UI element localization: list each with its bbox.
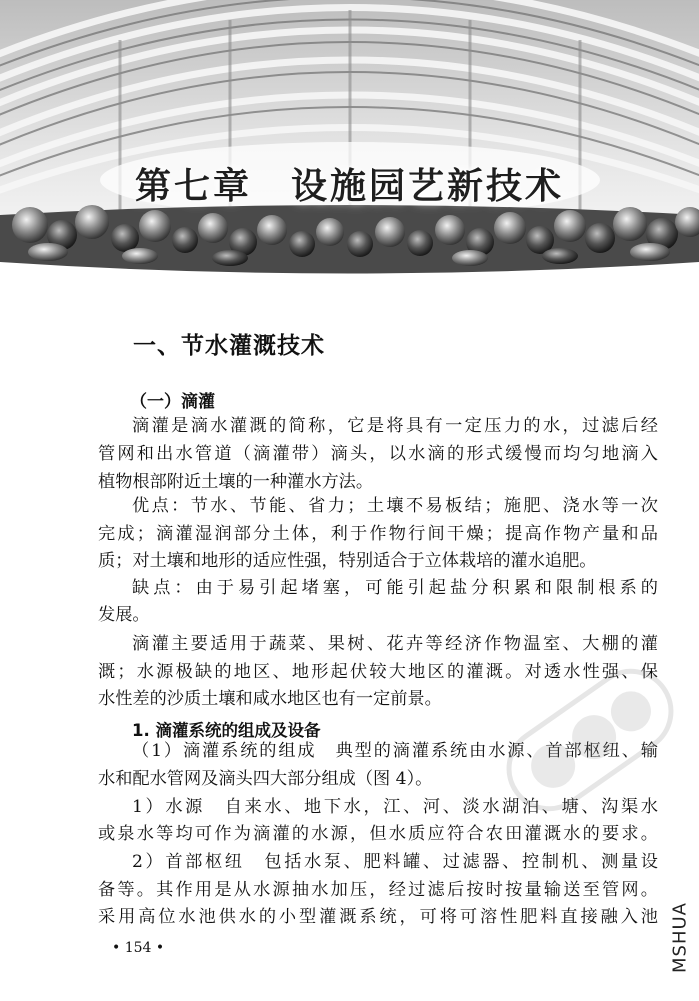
text-line: 采用高位水池供水的小型灌溉系统，可将可溶性肥料直接融入池 (98, 907, 658, 927)
text-line: 1）水源 自来水、地下水，江、河、淡水湖泊、塘、沟渠水 (132, 797, 658, 817)
text-line: 2）首部枢纽 包括水泵、肥料罐、过滤器、控制机、测量设 (132, 852, 658, 872)
text-line: 优点：节水、节能、省力；土壤不易板结；施肥、浇水等一次 (132, 496, 658, 516)
text-line: 溉；水源极缺的地区、地形起伏较大地区的灌溉。对透水性强、保 (98, 662, 658, 682)
text-line: 完成；滴灌湿润部分土体，利于作物行间干燥；提高作物产量和品 (98, 524, 658, 544)
text-line: 管网和出水管道（滴灌带）滴头，以水滴的形式缓慢而均匀地滴入 (98, 444, 658, 464)
text-line: 质；对土壤和地形的适应性强，特别适合于立体栽培的灌水追肥。 (98, 551, 597, 571)
chapter-title: 第七章 设施园艺新技术 (134, 166, 564, 207)
side-watermark: MSHUA (669, 902, 691, 973)
text-line: 或泉水等均可作为滴灌的水源，但水质应符合农田灌溉水的要求。 (98, 824, 658, 844)
text-line: 植物根部附近土壤的一种灌水方法。 (98, 472, 374, 492)
numbered-heading: 1. 滴灌系统的组成及设备 (132, 721, 321, 740)
text-line: 水和配水管网及滴头四大部分组成（图 4）。 (98, 769, 433, 789)
text-line: 水性差的沙质土壤和咸水地区也有一定前景。 (98, 689, 442, 709)
greenhouse-banner-image (0, 0, 699, 285)
text-line: 备等。其作用是从水源抽水加压，经过滤后按时按量输送至管网。 (98, 880, 658, 900)
subsection-heading-drip-irrigation: （一）滴灌 (130, 392, 215, 412)
text-line: 滴灌主要适用于蔬菜、果树、花卉等经济作物温室、大棚的灌 (132, 634, 658, 654)
text-line: 滴灌是滴水灌溉的简称，它是将具有一定压力的水，过滤后经 (132, 416, 658, 436)
text-line: 缺点：由于易引起堵塞，可能引起盐分积累和限制根系的 (132, 578, 658, 598)
section-heading: 一、节水灌溉技术 (133, 333, 325, 359)
text-line: 发展。 (98, 605, 150, 625)
page-number: • 154 • (112, 940, 165, 956)
text-line: （1）滴灌系统的组成 典型的滴灌系统由水源、首部枢纽、输 (132, 741, 658, 761)
chapter-banner (0, 0, 699, 285)
library-seal-stamp (490, 655, 690, 825)
